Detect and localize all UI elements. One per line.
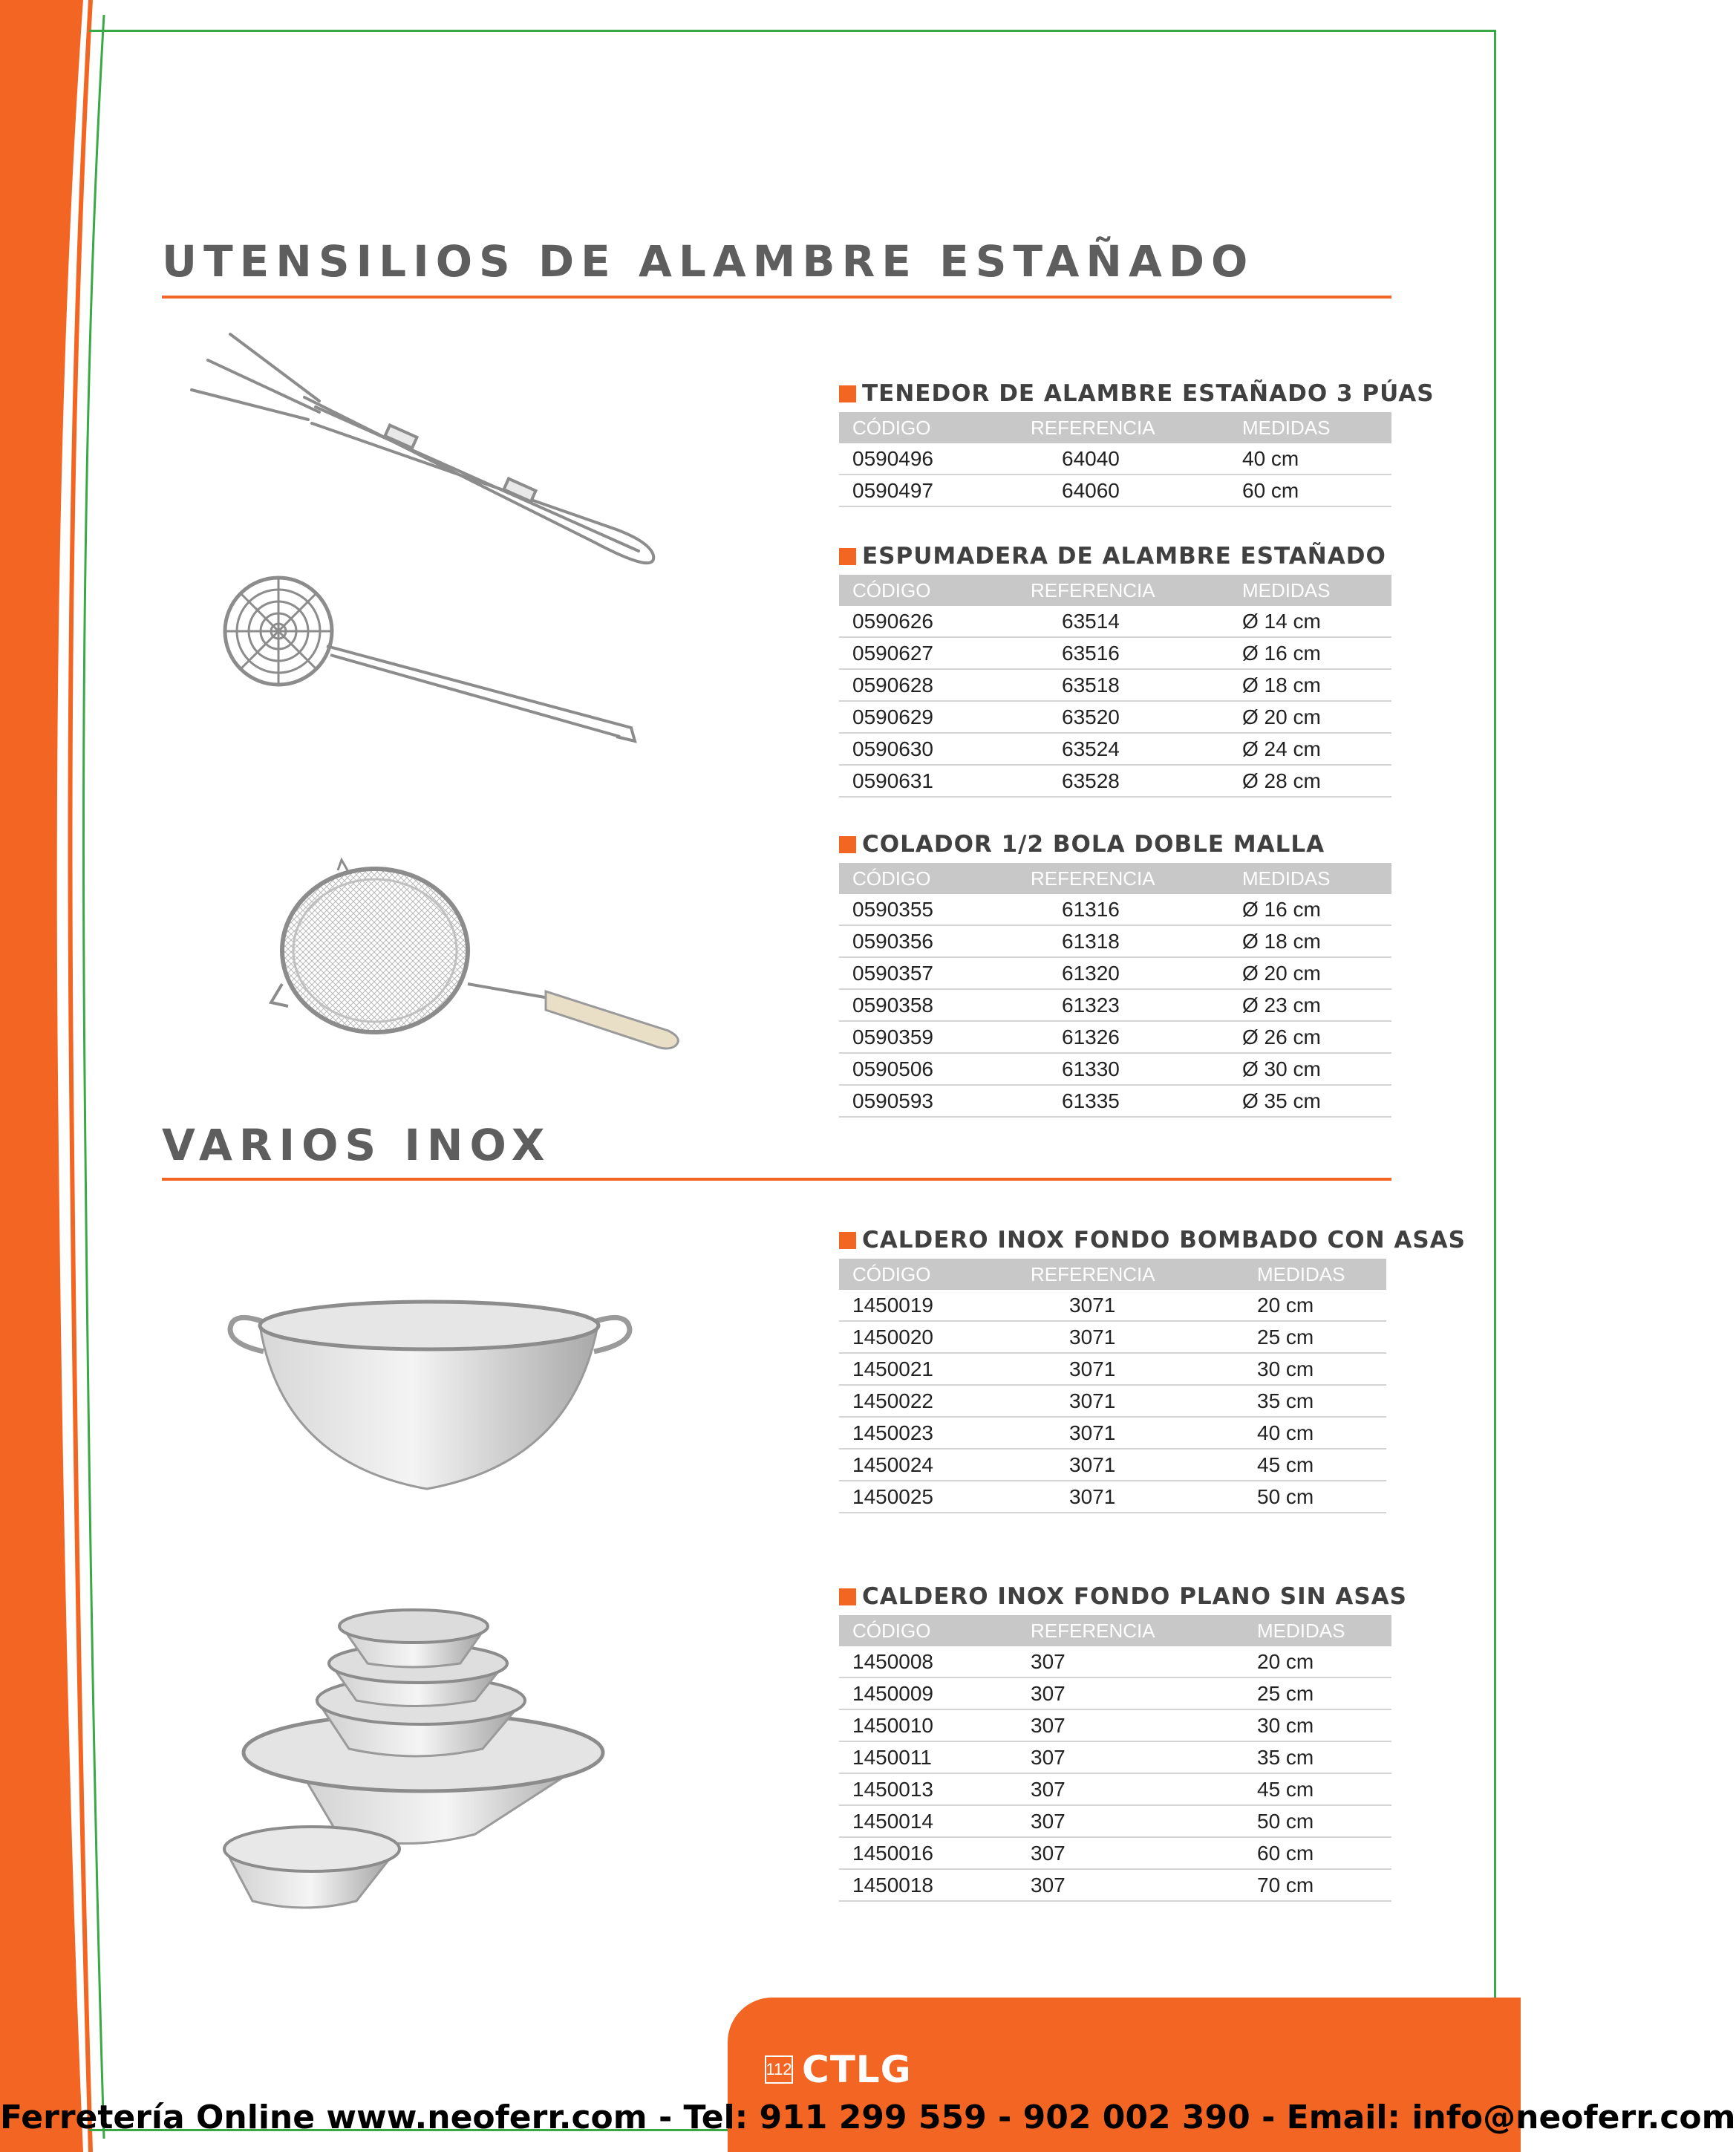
cell-codigo: 0590593: [839, 1085, 1031, 1117]
cell-referencia: 307: [1031, 1709, 1257, 1741]
cell-medidas: 35 cm: [1257, 1385, 1386, 1417]
cell-referencia: 3071: [1031, 1321, 1257, 1353]
cell-referencia: 307: [1031, 1805, 1257, 1837]
cell-medidas: 50 cm: [1257, 1805, 1391, 1837]
cell-referencia: 61335: [1031, 1085, 1242, 1117]
table-row: [839, 989, 1391, 1021]
table-row: [839, 701, 1391, 733]
strainer-image: [252, 854, 698, 1069]
table-row: [839, 1741, 1391, 1773]
cell-medidas: Ø 26 cm: [1242, 1021, 1391, 1053]
cell-codigo: 0590626: [839, 606, 1031, 637]
cell-medidas: Ø 35 cm: [1242, 1085, 1391, 1117]
cell-codigo: 0590356: [839, 925, 1031, 957]
page-number: 112: [765, 2055, 793, 2084]
header-codigo: CÓDIGO: [839, 1259, 1031, 1290]
header-referencia: REFERENCIA: [1031, 412, 1242, 443]
header-medidas: MEDIDAS: [1257, 1615, 1391, 1646]
cell-medidas: Ø 18 cm: [1242, 669, 1391, 701]
cell-medidas: 70 cm: [1257, 1869, 1391, 1901]
cell-referencia: 61318: [1031, 925, 1242, 957]
table-row: [839, 1709, 1391, 1741]
table-row: [839, 1773, 1391, 1805]
table-row: [839, 733, 1391, 765]
cell-referencia: 3071: [1031, 1481, 1257, 1513]
cell-codigo: 0590359: [839, 1021, 1031, 1053]
cell-medidas: Ø 30 cm: [1242, 1053, 1391, 1085]
cell-medidas: Ø 14 cm: [1242, 606, 1391, 637]
table-header-row: [839, 575, 1391, 606]
section-title-wire: UTENSILIOS DE ALAMBRE ESTAÑADO: [162, 236, 1255, 287]
cell-medidas: Ø 20 cm: [1242, 957, 1391, 989]
product-title: CALDERO INOX FONDO BOMBADO CON ASAS: [839, 1222, 1386, 1259]
cell-referencia: 61323: [1031, 989, 1242, 1021]
table-row: [839, 443, 1391, 475]
orange-square-icon: [839, 385, 856, 402]
cell-codigo: 1450021: [839, 1353, 1031, 1385]
product-title: TENEDOR DE ALAMBRE ESTAÑADO 3 PÚAS: [839, 375, 1391, 412]
cell-codigo: 0590497: [839, 475, 1031, 506]
cell-codigo: 0590496: [839, 443, 1031, 475]
table-row: [839, 669, 1391, 701]
section-title-inox: VARIOS INOX: [162, 1120, 552, 1170]
cell-codigo: 1450025: [839, 1481, 1031, 1513]
cell-referencia: 64040: [1031, 443, 1242, 475]
cell-referencia: 61326: [1031, 1021, 1242, 1053]
cell-codigo: 0590357: [839, 957, 1031, 989]
cell-medidas: 35 cm: [1257, 1741, 1391, 1773]
header-codigo: CÓDIGO: [839, 412, 1031, 443]
cell-codigo: 0590627: [839, 637, 1031, 669]
table-row: [839, 1449, 1386, 1481]
table-row: [839, 1646, 1391, 1677]
cell-codigo: 1450008: [839, 1646, 1031, 1677]
cell-medidas: Ø 24 cm: [1242, 733, 1391, 765]
cell-medidas: 45 cm: [1257, 1773, 1391, 1805]
product-table: [839, 412, 1391, 507]
table-row: [839, 1385, 1386, 1417]
table-header-row: [839, 1259, 1386, 1290]
cell-referencia: 63518: [1031, 669, 1242, 701]
cell-referencia: 307: [1031, 1773, 1257, 1805]
cell-referencia: 63524: [1031, 733, 1242, 765]
cell-referencia: 3071: [1031, 1417, 1257, 1449]
table-row: [839, 957, 1391, 989]
table-header-row: [839, 1615, 1391, 1646]
table-row: [839, 765, 1391, 797]
cell-codigo: 1450016: [839, 1837, 1031, 1869]
header-referencia: REFERENCIA: [1031, 863, 1242, 894]
cell-medidas: 30 cm: [1257, 1709, 1391, 1741]
section-rule-wire: [162, 296, 1391, 299]
cell-medidas: 25 cm: [1257, 1677, 1391, 1709]
product-table: [839, 863, 1391, 1118]
cell-referencia: 3071: [1031, 1385, 1257, 1417]
cell-medidas: 20 cm: [1257, 1646, 1391, 1677]
product-colador: [839, 826, 1391, 1118]
cell-referencia: 64060: [1031, 475, 1242, 506]
cell-medidas: Ø 28 cm: [1242, 765, 1391, 797]
cell-medidas: 45 cm: [1257, 1449, 1386, 1481]
cell-medidas: 20 cm: [1257, 1290, 1386, 1321]
section-rule-inox: [162, 1178, 1391, 1181]
cell-codigo: 0590631: [839, 765, 1031, 797]
orange-square-icon: [839, 1588, 856, 1605]
header-referencia: REFERENCIA: [1031, 1259, 1257, 1290]
cell-codigo: 0590506: [839, 1053, 1031, 1085]
cell-codigo: 1450011: [839, 1741, 1031, 1773]
table-row: [839, 1085, 1391, 1117]
table-row: [839, 637, 1391, 669]
cell-codigo: 1450024: [839, 1449, 1031, 1481]
product-table: [839, 1259, 1386, 1513]
cell-referencia: 3071: [1031, 1449, 1257, 1481]
table-row: [839, 1290, 1386, 1321]
product-table: [839, 575, 1391, 798]
header-medidas: MEDIDAS: [1257, 1259, 1386, 1290]
cell-medidas: 60 cm: [1257, 1837, 1391, 1869]
header-codigo: CÓDIGO: [839, 1615, 1031, 1646]
cell-referencia: 307: [1031, 1869, 1257, 1901]
table-row: [839, 1353, 1386, 1385]
cell-codigo: 1450010: [839, 1709, 1031, 1741]
cell-codigo: 1450014: [839, 1805, 1031, 1837]
orange-square-icon: [839, 836, 856, 853]
cell-codigo: 1450013: [839, 1773, 1031, 1805]
cell-medidas: 40 cm: [1257, 1417, 1386, 1449]
cell-referencia: 307: [1031, 1741, 1257, 1773]
cell-medidas: 50 cm: [1257, 1481, 1386, 1513]
stacked-bowls-image: [219, 1597, 620, 1916]
orange-square-icon: [839, 548, 856, 565]
product-caldero-bombado: [839, 1222, 1466, 1513]
cell-referencia: 3071: [1031, 1290, 1257, 1321]
cell-codigo: 1450019: [839, 1290, 1031, 1321]
cell-codigo: 1450009: [839, 1677, 1031, 1709]
orange-square-icon: [839, 1232, 856, 1249]
cell-referencia: 307: [1031, 1646, 1257, 1677]
cell-referencia: 307: [1031, 1677, 1257, 1709]
table-row: [839, 1481, 1386, 1513]
table-row: [839, 1053, 1391, 1085]
cell-medidas: 30 cm: [1257, 1353, 1386, 1385]
cell-medidas: Ø 18 cm: [1242, 925, 1391, 957]
header-medidas: MEDIDAS: [1242, 412, 1391, 443]
table-row: [839, 894, 1391, 925]
cell-referencia: 61316: [1031, 894, 1242, 925]
cell-codigo: 0590630: [839, 733, 1031, 765]
cauldron-with-handles-image: [223, 1292, 639, 1500]
cell-codigo: 0590629: [839, 701, 1031, 733]
table-row: [839, 1869, 1391, 1901]
table-header-row: [839, 412, 1391, 443]
table-row: [839, 1805, 1391, 1837]
cell-referencia: 3071: [1031, 1353, 1257, 1385]
cell-medidas: 40 cm: [1242, 443, 1391, 475]
product-title: ESPUMADERA DE ALAMBRE ESTAÑADO: [839, 538, 1391, 575]
cell-codigo: 0590628: [839, 669, 1031, 701]
table-row: [839, 1321, 1386, 1353]
header-referencia: REFERENCIA: [1031, 575, 1242, 606]
cell-medidas: Ø 16 cm: [1242, 637, 1391, 669]
header-referencia: REFERENCIA: [1031, 1615, 1257, 1646]
cell-referencia: 63514: [1031, 606, 1242, 637]
product-title: CALDERO INOX FONDO PLANO SIN ASAS: [839, 1578, 1391, 1615]
cell-referencia: 63520: [1031, 701, 1242, 733]
table-row: [839, 475, 1391, 506]
cell-codigo: 0590358: [839, 989, 1031, 1021]
table-header-row: [839, 863, 1391, 894]
header-medidas: MEDIDAS: [1242, 575, 1391, 606]
contact-line: Ferretería Online www.neoferr.com - Tel: 911 299 559 - 902 002 390 - Email: info@neoferr.com: [0, 2099, 1736, 2136]
cell-referencia: 61320: [1031, 957, 1242, 989]
catalog-label: CTLG: [802, 2048, 912, 2091]
table-row: [839, 606, 1391, 637]
header-codigo: CÓDIGO: [839, 575, 1031, 606]
table-row: [839, 925, 1391, 957]
product-caldero-plano: [839, 1578, 1407, 1902]
cell-referencia: 61330: [1031, 1053, 1242, 1085]
cell-medidas: 25 cm: [1257, 1321, 1386, 1353]
header-codigo: CÓDIGO: [839, 863, 1031, 894]
cell-referencia: 63516: [1031, 637, 1242, 669]
product-table: [839, 1615, 1391, 1902]
fork-image: [178, 319, 668, 572]
cell-medidas: 60 cm: [1242, 475, 1391, 506]
table-row: [839, 1417, 1386, 1449]
cell-codigo: 1450022: [839, 1385, 1031, 1417]
cell-codigo: 0590355: [839, 894, 1031, 925]
product-espumadera: [839, 538, 1391, 798]
table-row: [839, 1837, 1391, 1869]
header-medidas: MEDIDAS: [1242, 863, 1391, 894]
cell-codigo: 1450020: [839, 1321, 1031, 1353]
cell-codigo: 1450023: [839, 1417, 1031, 1449]
cell-medidas: Ø 20 cm: [1242, 701, 1391, 733]
cell-referencia: 63528: [1031, 765, 1242, 797]
table-row: [839, 1677, 1391, 1709]
product-tenedor: [839, 375, 1435, 507]
table-row: [839, 1021, 1391, 1053]
product-title: COLADOR 1/2 BOLA DOBLE MALLA: [839, 826, 1391, 863]
cell-codigo: 1450018: [839, 1869, 1031, 1901]
skimmer-image: [215, 572, 646, 765]
cell-medidas: Ø 16 cm: [1242, 894, 1391, 925]
cell-referencia: 307: [1031, 1837, 1257, 1869]
cell-medidas: Ø 23 cm: [1242, 989, 1391, 1021]
